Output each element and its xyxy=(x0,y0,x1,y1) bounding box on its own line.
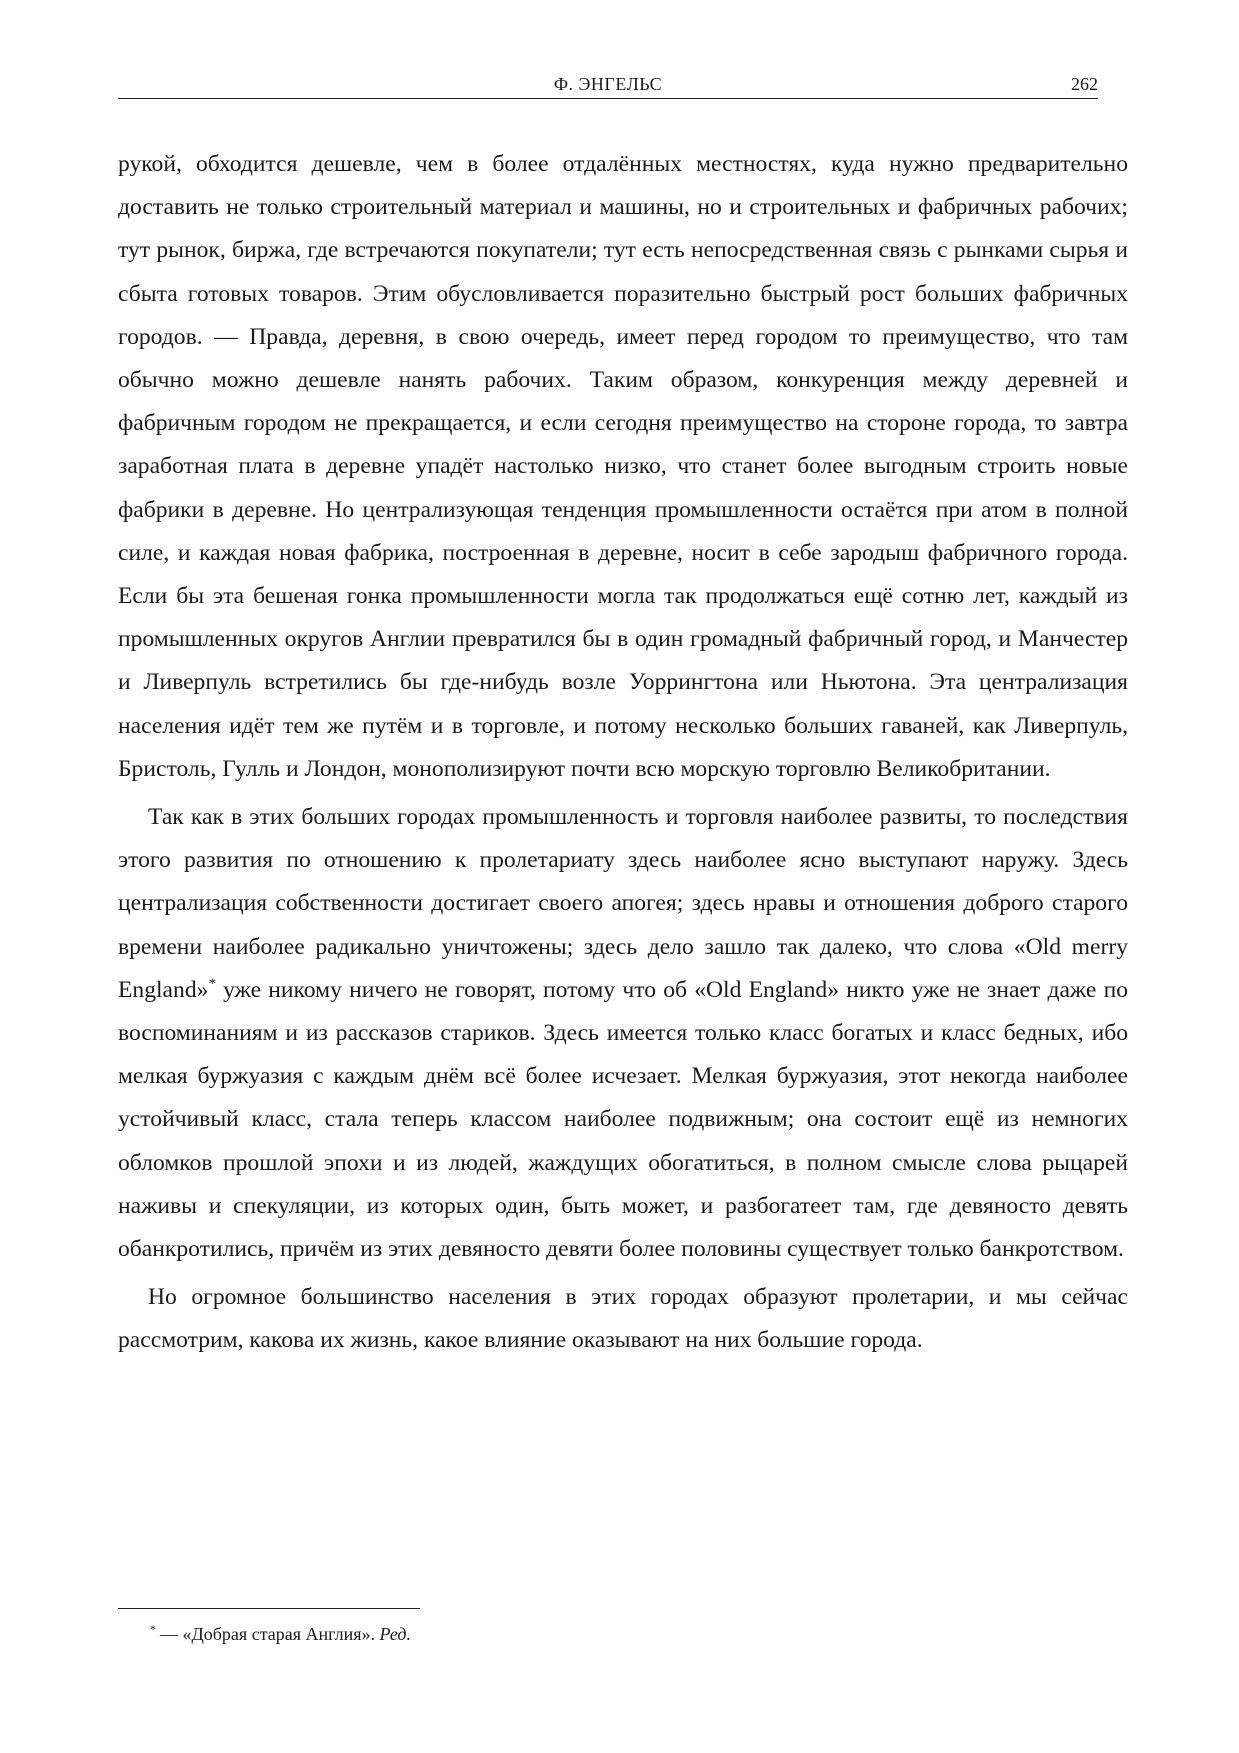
paragraph-3: Но огромное большинство населения в этих городах образуют пролетарии, и мы сейчас рассмотрим, какова их жизнь, какое влияние оказывают на них большие города. xyxy=(118,1284,1128,1354)
page-number: 262 xyxy=(1071,74,1098,94)
footnote-reference-marker[interactable]: * xyxy=(208,976,216,992)
paragraph-2-text-before: Так как в этих больших городах промышленность и торговля наиболее развиты, то последствия этого развития по отношению к пролетариату здесь наиболее ясно выступают наружу. Здесь централизация собственности достигает своего апогея; здесь нравы и отношения доброго старого времени наиболее радикально уничтожены; здесь дело зашло так далеко, что слова «Old merry England» xyxy=(118,804,1128,1003)
paragraph-2 xyxy=(118,796,1128,1271)
header-title: Ф. ЭНГЕЛЬС xyxy=(553,74,663,94)
footnote-editor-note: Ред. xyxy=(379,1624,412,1644)
footnote-marker: * xyxy=(150,1622,156,1636)
footnote xyxy=(150,1620,411,1648)
paragraph-1: рукой, обходится дешевле, чем в более отдалённых местностях, куда нужно предварительно доставить не только строительный материал и машины, но и строительных и фабричных рабочих; тут рынок, биржа, где встречаются покупатели; тут есть непосредственная связь с рынками сырья и сбыта готовых товаров. Этим обусловливается поразительно быстрый рост больших фабричных городов. — Правда, деревня, в свою очередь, имеет перед городом то преимущество, что там обычно можно дешевле нанять рабочих. Таким образом, конкуренция между деревней и фабричным городом не прекращается, и если сегодня преимущество на стороне города, то завтра заработная плата в деревне упадёт настолько низко, что станет более выгодным строить новые фабрики в деревне. Но централизующая тенденция промышленности остаётся при атом в полной силе, и каждая новая фабрика, построенная в деревне, носит в себе зародыш фабричного города. Если бы эта бешеная гонка промышленности могла так продолжаться ещё сотню лет, каждый из промышленных округов Англии превратился бы в один громадный фабричный город, и Манчестер и Ливерпуль встретились бы где-нибудь возле Уоррингтона или Ньютона. Эта централизация населения идёт тем же путём и в торговле, и потому несколько больших гаваней, как Ливерпуль, Бристоль, Гулль и Лондон, монополизируют почти всю морскую торговлю Великобритании. xyxy=(118,151,1128,782)
footnote-separator xyxy=(118,1608,420,1609)
body-text xyxy=(118,143,1128,1363)
footnote-text: — «Добрая старая Англия». xyxy=(160,1624,376,1644)
paragraph-2-text-after: уже никому ничего не говорят, потому что об «Old England» никто уже не знает даже по воспоминаниям и из рассказов стариков. Здесь имеется только класс богатых и класс бедных, ибо мелкая буржуазия с каждым днём всё более исчезает. Мелкая буржуазия, этот некогда наиболее устойчивый класс, стала теперь классом наиболее подвижным; она состоит ещё из немногих обломков прошлой эпохи и из людей, жаждущих обогатиться, в полном смысле слова рыцарей наживы и спекуляции, из которых один, быть может, и разбогатеет там, где девяносто девять обанкротились, причём из этих девяносто девяти более половины существует только банкротством. xyxy=(118,976,1128,1263)
running-header xyxy=(118,70,1098,99)
